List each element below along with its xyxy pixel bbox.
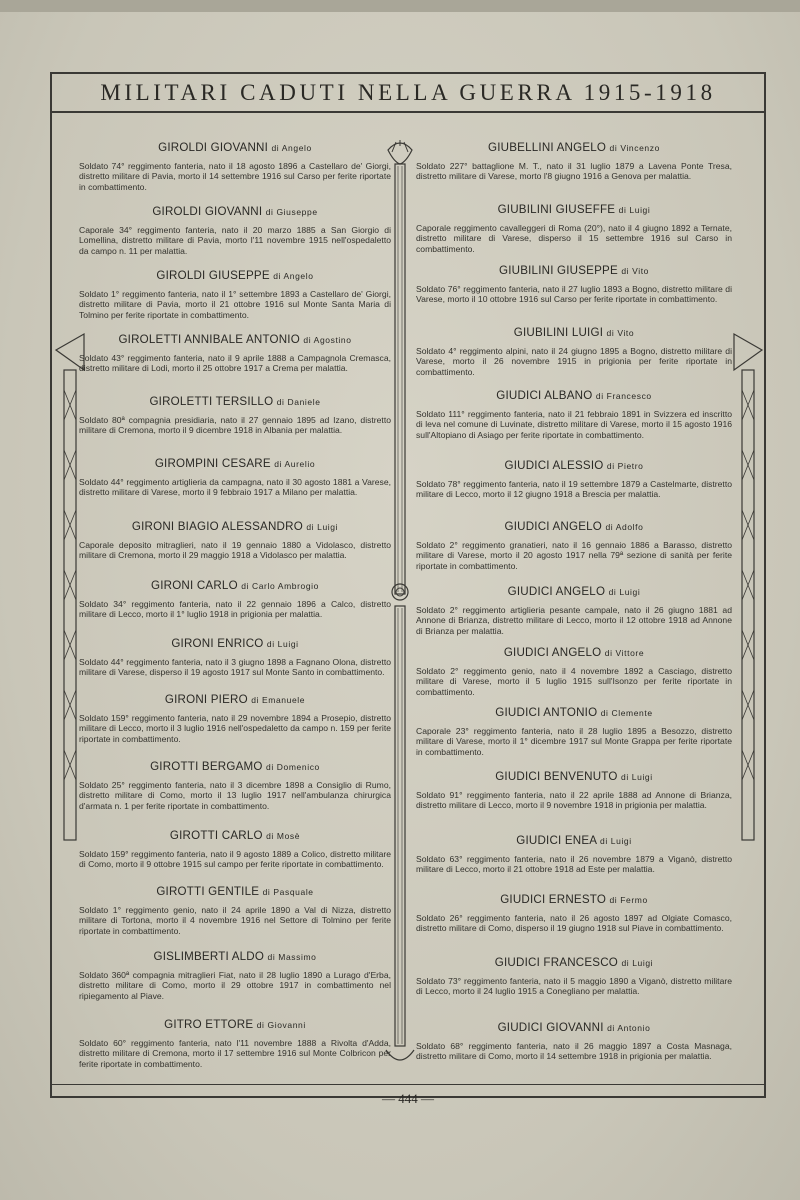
entry-name: GIUBILINI LUIGI di Vito — [513, 326, 635, 339]
entry-bio: Soldato 68° reggimento fanteria, nato il 26 maggio 1897 a Costa Masnaga, distretto militare di Como, morto il 14 settembre 1918 in prigionia per malattia. — [416, 1041, 732, 1062]
entry — [79, 637, 391, 678]
entry-name: GIUDICI FRANCESCO di Luigi — [494, 956, 654, 969]
entry-name: GIUDICI ANGELO di Luigi — [507, 585, 641, 598]
entry — [416, 956, 732, 997]
entry-name: GIRONI PIERO di Emanuele — [164, 693, 306, 706]
right-fasces-ornament — [730, 330, 766, 850]
entry — [79, 141, 391, 192]
entry — [416, 585, 732, 636]
entry-name: GIROLDI GIOVANNI di Angelo — [158, 141, 312, 154]
entry-bio: Soldato 44° reggimento fanteria, nato il 3 giugno 1898 a Fagnano Olona, distretto militare di Varese, disperso il 19 agosto 1917 sul Monte Santo in combattimento. — [79, 657, 391, 678]
entry-bio: Soldato 76° reggimento fanteria, nato il 27 luglio 1893 a Bogno, distretto militare di Varese, morto il 10 ottobre 1916 sul Carso per ferite riportate in combattimento. — [416, 284, 732, 305]
entry-bio: Soldato 74° reggimento fanteria, nato il 18 agosto 1896 a Castellaro de' Giorgi, distretto militare di Pavia, morto il 14 settembre 1916 sul Carso per ferite riportate in combattimento. — [79, 161, 391, 192]
entry — [416, 834, 732, 875]
entry-bio: Soldato 34° reggimento fanteria, nato il 22 gennaio 1896 a Calco, distretto militare di Lecco, morto il 1° luglio 1918 in prigionia per malattia. — [79, 599, 391, 620]
entry-name: GIUDICI ERNESTO di Fermo — [500, 893, 648, 906]
entry-name: GIUDICI ANTONIO di Clemente — [495, 706, 653, 719]
entry — [79, 1018, 391, 1069]
entry-name: GIUDICI ALBANO di Francesco — [496, 389, 652, 402]
entry — [79, 395, 391, 436]
entry-bio: Caporale deposito mitraglieri, nato il 19 gennaio 1880 a Vidolasco, distretto militare di Cremona, morto il 29 maggio 1918 a Vidolasco per malattia. — [79, 540, 391, 561]
entry — [416, 141, 732, 182]
entry-bio: Soldato 43° reggimento fanteria, nato il 9 aprile 1888 a Campagnola Cremasca, distretto militare di Lodi, morto il 25 ottobre 1917 a Crema per malattia. — [79, 353, 391, 374]
entry-bio: Caporale 23° reggimento fanteria, nato il 28 luglio 1895 a Besozzo, distretto militare di Varese, morto il 1° dicembre 1917 sul Monte Grappa per ferite riportate in combattimento. — [416, 726, 732, 757]
entry-bio: Soldato 1° reggimento fanteria, nato il 1° settembre 1893 a Castellaro de' Giorgi, distretto militare di Pavia, morto il 21 ottobre 1916 sul Monte Santa Maria di Tolmino per ferite riportate in combattimento. — [79, 289, 391, 320]
entry — [416, 706, 732, 757]
entry-name: GIROMPINI CESARE di Aurelio — [154, 457, 316, 470]
entry-name: GIUDICI ANGELO di Adolfo — [504, 520, 644, 533]
entry-name: GIROTTI BERGAMO di Domenico — [150, 760, 320, 773]
entry-name: GIUBELLINI ANGELO di Vincenzo — [488, 141, 660, 154]
entry — [79, 829, 391, 870]
entry-name: GISLIMBERTI ALDO di Massimo — [153, 950, 317, 963]
entry — [416, 520, 732, 571]
entry-bio: Soldato 26° reggimento fanteria, nato il 26 agosto 1897 ad Olgiate Comasco, distretto militare di Como, disperso il 19 giugno 1918 sul Piave in combattimento. — [416, 913, 732, 934]
entry-bio: Soldato 63° reggimento fanteria, nato il 26 novembre 1879 a Viganò, distretto militare di Lecco, morto il 21 ottobre 1918 ad Este per malattia. — [416, 854, 732, 875]
entry-bio: Soldato 60° reggimento fanteria, nato l'11 novembre 1888 a Rivolta d'Adda, distretto militare di Cremona, morto il 17 settembre 1916 sul Monte Colbricon per ferite riportate in combattimento. — [79, 1038, 391, 1069]
entry-bio: Soldato 4° reggimento alpini, nato il 24 giugno 1895 a Bogno, distretto militare di Varese, morto il 26 novembre 1915 in prigionia per ferite riportate in combattimento. — [416, 346, 732, 377]
entry-bio: Soldato 159° reggimento fanteria, nato il 9 agosto 1889 a Colico, distretto militare di Como, morto il 9 ottobre 1915 sul campo per ferite riportate in combattimento. — [79, 849, 391, 870]
entry — [416, 770, 732, 811]
entry — [416, 203, 732, 254]
entry-name: GIUBILINI GIUSEPPE di Vito — [498, 264, 650, 277]
entry-bio: Soldato 44° reggimento artiglieria da campagna, nato il 30 agosto 1881 a Varese, distretto militare di Varese, morto il 9 febbraio 1917 a Milano per malattia. — [79, 477, 391, 498]
entry — [79, 693, 391, 744]
entry-bio: Soldato 159° reggimento fanteria, nato il 29 novembre 1894 a Prosepio, distretto militare di Lecco, morto il 3 luglio 1916 nell'ospedaletto da campo n. 159 per ferite riportate in combattimento. — [79, 713, 391, 744]
entry-name: GIUDICI ALESSIO di Pietro — [504, 459, 644, 472]
entry — [79, 457, 391, 498]
entry-name: GIROTTI CARLO di Mosè — [169, 829, 301, 842]
entry-bio: Soldato 78° reggimento fanteria, nato il 19 settembre 1879 a Castelmarte, distretto militare di Lecco, morto il 12 giugno 1918 a Brescia per malattia. — [416, 479, 732, 500]
entry-name: GIUDICI ENEA di Luigi — [516, 834, 632, 847]
scan-top-band — [0, 0, 800, 12]
entry-name: GIROLDI GIUSEPPE di Angelo — [156, 269, 314, 282]
entry — [79, 520, 391, 561]
entry — [79, 333, 391, 374]
entry-name: GIROLDI GIOVANNI di Giuseppe — [152, 205, 318, 218]
entry-bio: Soldato 111° reggimento fanteria, nato il 21 febbraio 1891 in Svizzera ed inscritto di leva nel comune di Luvinate, distretto militare di Varese, morto il 15 agosto 1916 sull'Altopiano di Asiago per ferite riportate in combattimento. — [416, 409, 732, 440]
entry-bio: Soldato 227° battaglione M. T., nato il 31 luglio 1879 a Lavena Ponte Tresa, distretto militare di Varese, morto l'8 giugno 1916 a Genova per malattia. — [416, 161, 732, 182]
entry — [416, 1021, 732, 1062]
entry-name: GIRONI BIAGIO ALESSANDRO di Luigi — [131, 520, 339, 533]
entry-name: GIROLETTI TERSILLO di Daniele — [149, 395, 321, 408]
entry — [416, 264, 732, 305]
entry-name: GIUDICI BENVENUTO di Luigi — [495, 770, 653, 783]
entry-bio: Soldato 25° reggimento fanteria, nato il 3 dicembre 1898 a Consiglio di Rumo, distretto militare di Como, morto il 13 luglio 1917 nell'ambulanza chirurgica d'armata n. 1 per ferite riportate in combattimento. — [79, 780, 391, 811]
entry — [79, 950, 391, 1001]
entry-bio: Soldato 2° reggimento genio, nato il 4 novembre 1892 a Casciago, distretto militare di Varese, morto il 5 luglio 1915 sull'Isonzo per ferite riportate in combattimento. — [416, 666, 732, 697]
entry-bio: Caporale reggimento cavalleggeri di Roma (20°), nato il 4 giugno 1892 a Ternate, distretto militare di Varese, disperso il 15 settembre 1916 sul Carso in combattimento. — [416, 223, 732, 254]
entry — [416, 646, 732, 697]
entry-name: GIUDICI ANGELO di Vittore — [503, 646, 645, 659]
entry-bio: Soldato 2° reggimento granatieri, nato il 16 gennaio 1886 a Barasso, distretto militare di Varese, morto il 20 agosto 1917 nella 79ª sezione di sanità per ferite riportate in combattimento. — [416, 540, 732, 571]
footer-rule — [50, 1084, 766, 1085]
entry-bio: Soldato 1° reggimento genio, nato il 24 aprile 1890 a Val di Nizza, distretto militare di Tortona, morto il 4 novembre 1916 nel Settore di Tolmino per ferite riportate in combattimento. — [79, 905, 391, 936]
entry-bio: Soldato 2° reggimento artiglieria pesante campale, nato il 26 giugno 1881 ad Annone di Brianza, distretto militare di Lecco, morto il 12 ottobre 1918 ad Annone di Brianza per malattia. — [416, 605, 732, 636]
entry-bio: Soldato 73° reggimento fanteria, nato il 5 maggio 1890 a Viganò, distretto militare di Lecco, morto il 24 luglio 1915 a Conegliano per malattia. — [416, 976, 732, 997]
entry-name: GIRONI CARLO di Carlo Ambrogio — [151, 579, 319, 592]
entry-name: GIRONI ENRICO di Luigi — [171, 637, 299, 650]
entry — [416, 389, 732, 440]
header-rule — [50, 111, 766, 113]
entry — [79, 205, 391, 256]
entry-name: GIROTTI GENTILE di Pasquale — [156, 885, 314, 898]
entry — [416, 459, 732, 500]
entry — [79, 885, 391, 936]
entry-name: GITRO ETTORE di Giovanni — [164, 1018, 306, 1031]
entry-name: GIUBILINI GIUSEFFE di Luigi — [497, 203, 651, 216]
entry — [416, 326, 732, 377]
entry — [79, 269, 391, 320]
entry-bio: Caporale 34° reggimento fanteria, nato il 20 marzo 1885 a San Giorgio di Lomellina, distretto militare di Pavia, morto l'11 novembre 1915 nell'ospedaletto da campo n. 11 per malattia. — [79, 225, 391, 256]
entry — [416, 893, 732, 934]
entry-bio: Soldato 80ª compagnia presidiaria, nato il 27 gennaio 1895 ad Izano, distretto militare di Cremona, morto il 9 dicembre 1918 in Albania per malattia. — [79, 415, 391, 436]
entry-name: GIUDICI GIOVANNI di Antonio — [497, 1021, 651, 1034]
page-title: MILITARI CADUTI NELLA GUERRA 1915-1918 — [100, 80, 716, 105]
entry — [79, 579, 391, 620]
entry-bio: Soldato 91° reggimento fanteria, nato il 22 aprile 1888 ad Annone di Brianza, distretto militare di Lecco, morto il 9 novembre 1918 in prigionia per malattia. — [416, 790, 732, 811]
entry — [79, 760, 391, 811]
entry-name: GIROLETTI ANNIBALE ANTONIO di Agostino — [118, 333, 352, 346]
entry-bio: Soldato 360ª compagnia mitraglieri Fiat, nato il 28 luglio 1890 a Lurago d'Erba, distretto militare di Como, morto il 29 ottobre 1917 in combattimento nel ripiegamento al Piave. — [79, 970, 391, 1001]
page-number: — 444 — — [382, 1091, 434, 1106]
